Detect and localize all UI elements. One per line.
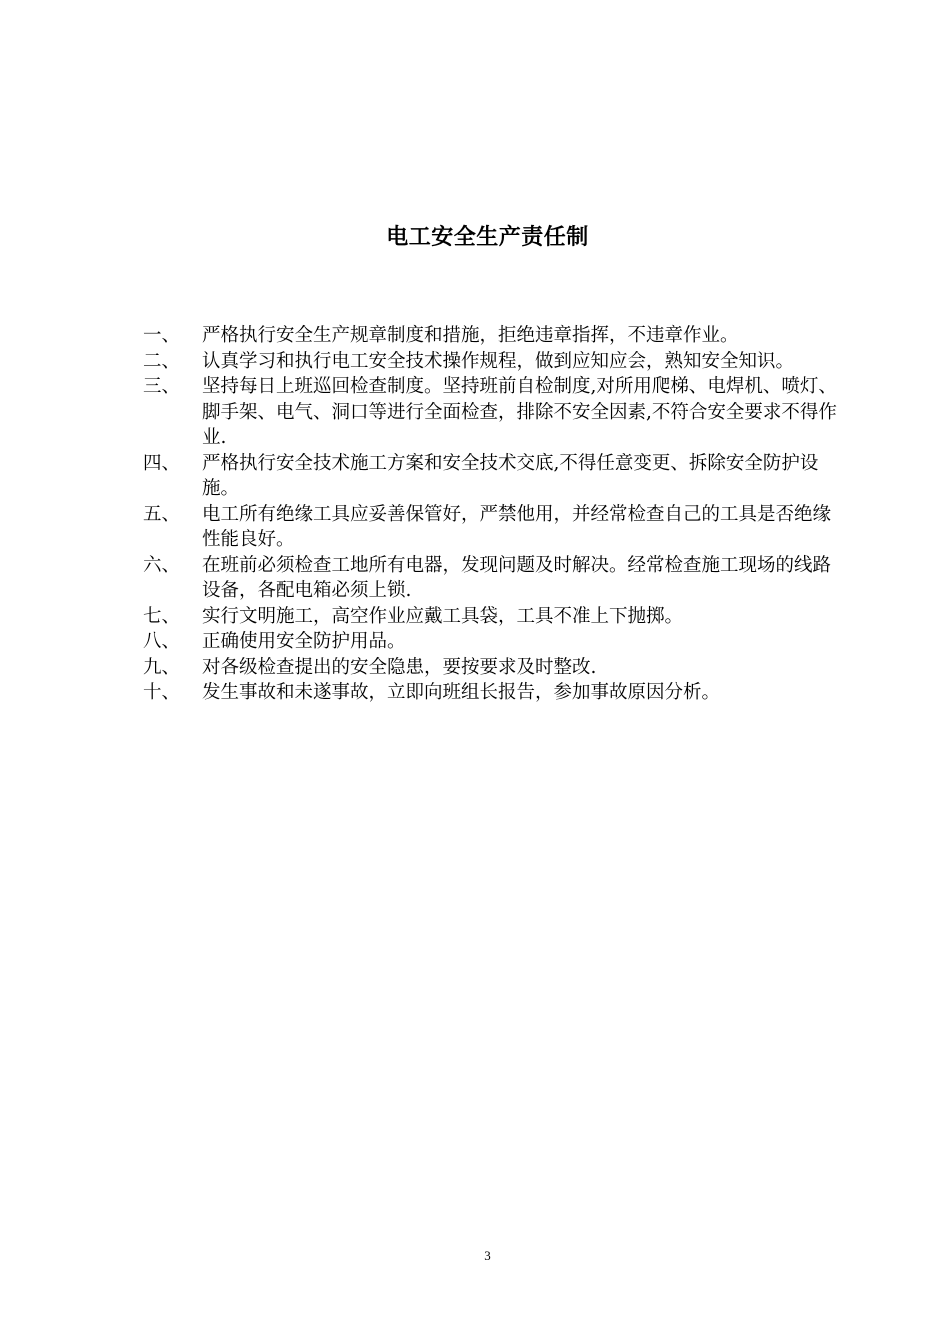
item-text: 对各级检查提出的安全隐患，要按要求及时整改.	[202, 656, 597, 678]
document-title: 电工安全生产责任制	[386, 225, 589, 250]
item-text: 坚持每日上班巡回检查制度。坚持班前自检制度,对所用爬梯、电焊机、喷灯、脚手架、电气、洞口等进行全面检查，排除不安全因素,不符合安全要求不得作业.	[202, 376, 837, 448]
list-item	[143, 604, 843, 630]
item-number: 一、	[143, 325, 181, 346]
item-number: 五、	[143, 503, 181, 525]
list-item	[143, 655, 843, 681]
list-item	[143, 349, 843, 375]
item-text: 正确使用安全防护用品。	[202, 631, 406, 652]
list-item	[143, 374, 843, 451]
list-item	[143, 451, 843, 502]
item-text: 在班前必须检查工地所有电器，发现问题及时解决。经常检查施工现场的线路设备，各配电箱必须上锁.	[202, 554, 832, 601]
item-text: 严格执行安全技术施工方案和安全技术交底,不得任意变更、拆除安全防护设施。	[202, 452, 819, 499]
list-item	[143, 502, 843, 553]
item-text: 严格执行安全生产规章制度和措施，拒绝违章指挥，不违章作业。	[202, 325, 739, 346]
responsibility-list	[143, 323, 843, 706]
page-number: 3	[484, 1248, 491, 1263]
item-number: 九、	[143, 656, 181, 678]
list-item	[143, 680, 843, 706]
item-number: 七、	[143, 605, 181, 627]
item-number: 十、	[143, 682, 181, 703]
item-text: 实行文明施工，高空作业应戴工具袋，工具不准上下抛掷。	[202, 605, 684, 627]
item-text: 认真学习和执行电工安全技术操作规程，做到应知应会，熟知安全知识。	[202, 350, 795, 372]
item-number: 八、	[143, 631, 181, 652]
item-text: 电工所有绝缘工具应妥善保管好，严禁他用，并经常检查自己的工具是否绝缘性能良好。	[202, 503, 832, 550]
item-number: 四、	[143, 452, 181, 474]
item-text: 发生事故和未遂事故，立即向班组长报告，参加事故原因分析。	[202, 682, 721, 703]
item-number: 六、	[143, 554, 181, 576]
item-number: 三、	[143, 376, 181, 397]
list-item	[143, 323, 843, 349]
item-number: 二、	[143, 350, 181, 372]
list-item	[143, 629, 843, 655]
list-item	[143, 553, 843, 604]
